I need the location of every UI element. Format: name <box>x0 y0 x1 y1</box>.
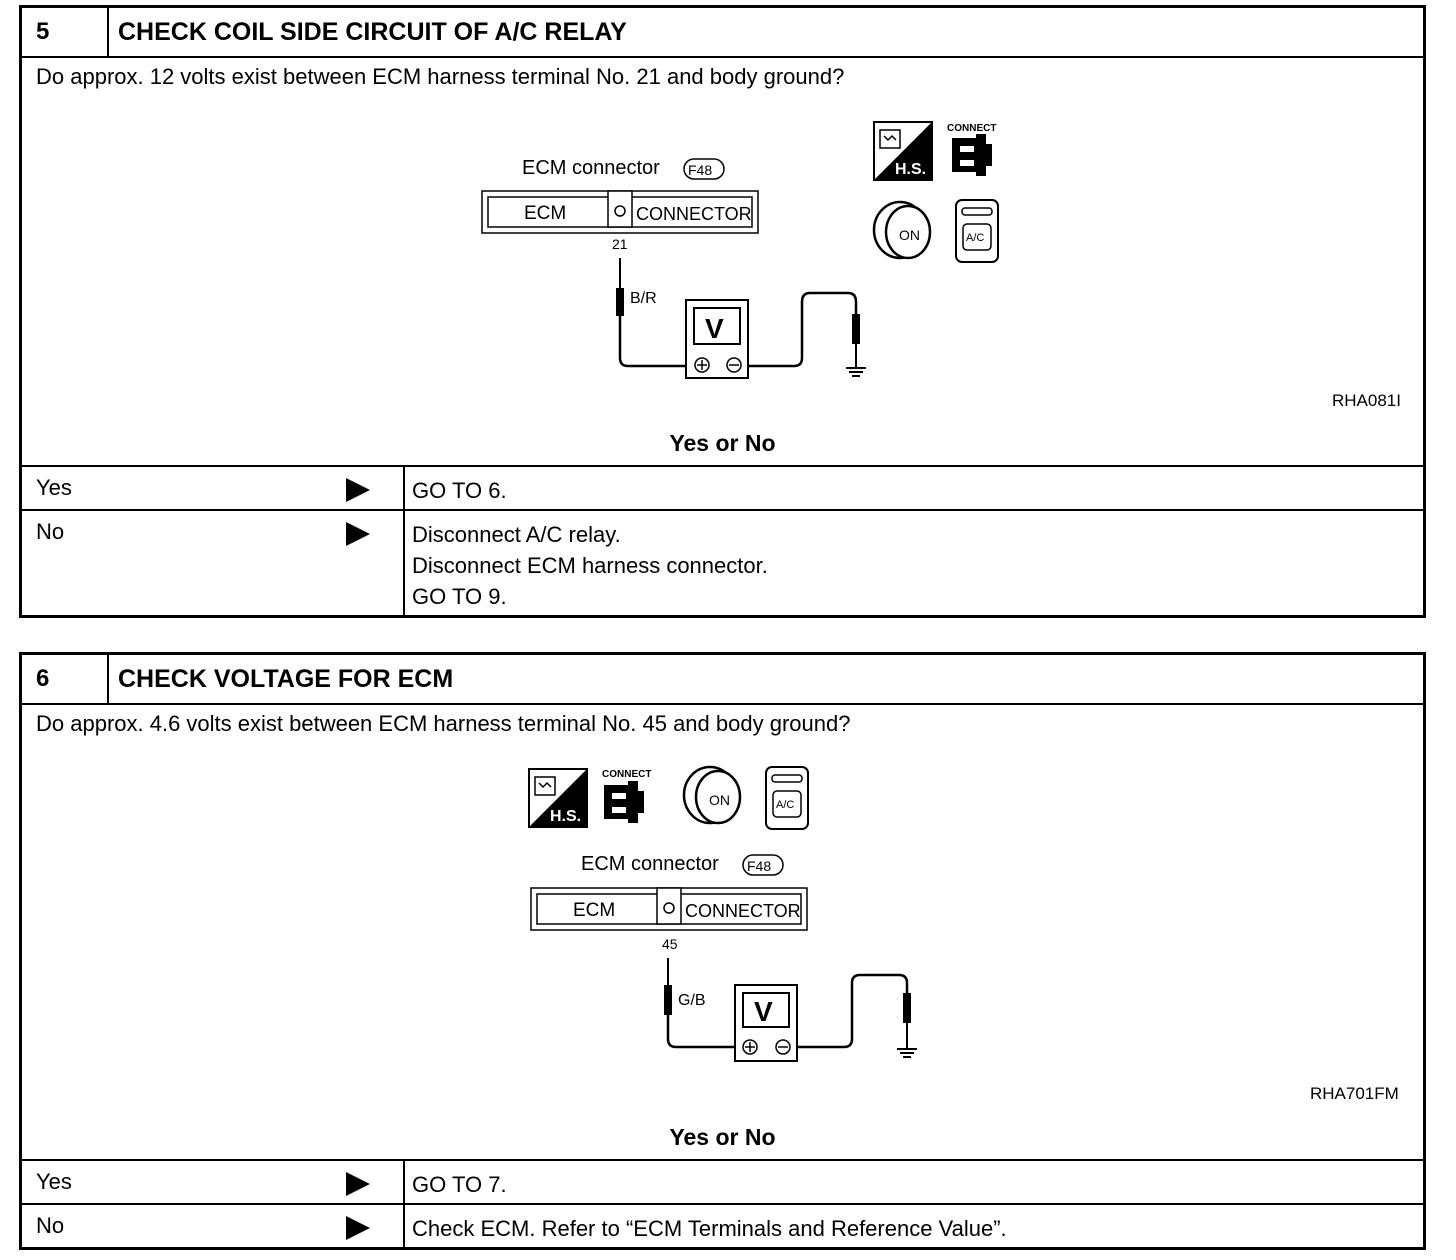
yes-action <box>412 475 507 506</box>
harness-sensor-icon <box>529 769 587 827</box>
yes-label: Yes <box>36 1169 72 1194</box>
voltage-check-diagram <box>22 8 1423 428</box>
ac-text: A/C <box>966 232 985 244</box>
connector-label: ECM connector <box>581 853 719 875</box>
arrow-right-icon <box>346 522 370 546</box>
step-number: 5 <box>22 8 109 56</box>
yes-or-no-label: Yes or No <box>669 430 776 456</box>
ac-switch-icon <box>956 200 998 262</box>
connector-text: CONNECTOR <box>636 204 752 224</box>
ecm-text: ECM <box>573 900 616 921</box>
on-text: ON <box>709 792 730 808</box>
connect-text: CONNECT <box>602 769 652 780</box>
wire-color: G/B <box>678 992 706 1009</box>
yes-row <box>22 1159 1423 1203</box>
ac-text: A/C <box>776 799 795 811</box>
step-6-block <box>19 652 1426 1250</box>
ignition-on-icon <box>684 767 740 823</box>
ecm-text: ECM <box>524 203 567 224</box>
yes-row <box>22 465 1423 509</box>
arrow-right-icon <box>346 478 370 502</box>
action-line: Check ECM. Refer to “ECM Terminals and Reference Value”. <box>412 1216 1007 1241</box>
connector-id: F48 <box>747 858 772 874</box>
terminal-number: 45 <box>662 936 678 952</box>
meter-symbol: V <box>705 313 724 344</box>
no-row <box>22 509 1423 617</box>
action-line: GO TO 9. <box>412 584 507 609</box>
voltage-check-diagram <box>22 655 1423 1115</box>
step-5-block <box>19 5 1426 618</box>
yes-action <box>412 1169 507 1200</box>
connector-text: CONNECTOR <box>685 901 801 921</box>
meter-symbol: V <box>754 996 773 1027</box>
no-label: No <box>36 519 65 544</box>
connect-icon <box>602 769 651 823</box>
step-question: Do approx. 4.6 volts exist between ECM harness terminal No. 45 and body ground? <box>36 711 851 736</box>
arrow-right-icon <box>346 1172 370 1196</box>
connect-text: CONNECT <box>947 123 997 134</box>
action-line: GO TO 6. <box>412 478 507 503</box>
action-line: GO TO 7. <box>412 1172 507 1197</box>
hs-text: H.S. <box>895 161 927 178</box>
yes-or-no-label: Yes or No <box>669 1124 776 1150</box>
no-label: No <box>36 1213 65 1238</box>
reference-code: RHA701FM <box>1310 1084 1399 1103</box>
harness-sensor-icon <box>874 122 932 180</box>
ac-switch-icon <box>766 767 808 829</box>
no-action <box>412 1213 1007 1244</box>
action-line: Disconnect ECM harness connector. <box>412 553 768 578</box>
wire-color: B/R <box>630 290 657 307</box>
connector-id: F48 <box>688 162 713 178</box>
arrow-right-icon <box>346 1216 370 1240</box>
no-action <box>412 519 768 612</box>
connect-icon <box>947 123 996 176</box>
ignition-on-icon <box>874 202 930 258</box>
action-line: Disconnect A/C relay. <box>412 522 621 547</box>
hs-text: H.S. <box>550 808 582 825</box>
terminal-number: 21 <box>612 236 628 252</box>
step-title: CHECK COIL SIDE CIRCUIT OF A/C RELAY <box>118 18 627 46</box>
on-text: ON <box>899 227 920 243</box>
step-question: Do approx. 12 volts exist between ECM harness terminal No. 21 and body ground? <box>36 64 845 89</box>
step-title: CHECK VOLTAGE FOR ECM <box>118 665 454 693</box>
yes-label: Yes <box>36 475 72 500</box>
connector-label: ECM connector <box>522 157 660 179</box>
no-row <box>22 1203 1423 1249</box>
step-number: 6 <box>22 655 109 703</box>
reference-code: RHA081I <box>1332 391 1401 410</box>
